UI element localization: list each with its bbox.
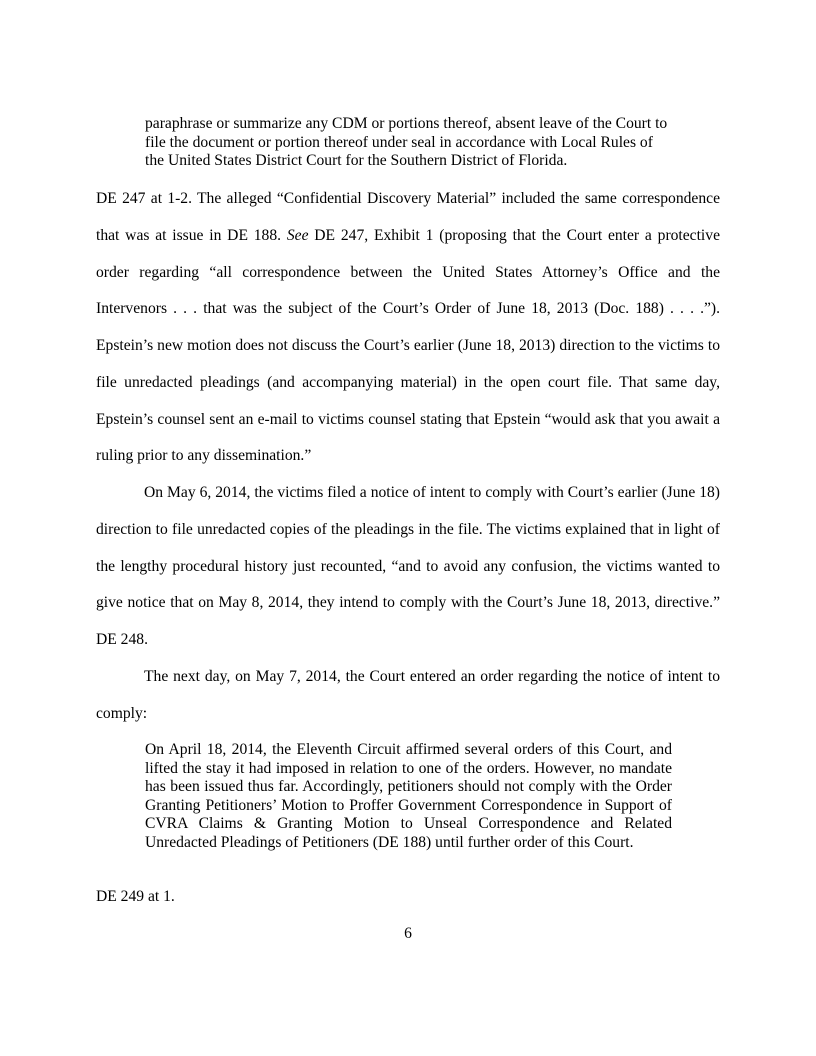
block-quote-court-order: On April 18, 2014, the Eleventh Circuit affirmed several orders of this Court, and lifted the stay it had imposed in relation to one of the orders. However, no mandate has been issued thus far. Accordingly, petitioners should not comply with the Order Granting Petitioners’ Motion to Proffer Government Correspondence in Support of CVRA Claims & Granting Motion to Unseal Correspondence and Related Unredacted Pleadings of Petitioners (DE 188) until further order of this Court. bbox=[145, 741, 672, 851]
paragraph-de-247-part-1: DE 247 at 1-2. The alleged “Confidential Discovery Material” included the same correspondence that was at issue in DE 188. bbox=[96, 190, 720, 244]
see-signal: See bbox=[286, 226, 309, 244]
paragraph-notice-of-intent: On May 6, 2014, the victims filed a notice of intent to comply with Court’s earlier (June 18) direction to file unredacted copies of the pleadings in the file. The victims explained that in light of the lengthy procedural history just recounted, “and to avoid any confusion, the victims wanted to give notice that on May 8, 2014, they intend to comply with the Court’s June 18, 2013, directive.” DE 248. bbox=[96, 484, 720, 648]
block-quote-continuation: paraphrase or summarize any CDM or portions thereof, absent leave of the Court to file the document or portion thereof under seal in accordance with Local Rules of the United States District Court for the Southern District of Florida. bbox=[145, 115, 668, 169]
paragraph-court-order-intro: The next day, on May 7, 2014, the Court entered an order regarding the notice of intent to comply: bbox=[96, 668, 720, 722]
citation: DE 249 at 1. bbox=[96, 888, 175, 905]
paragraph-de-247 bbox=[96, 181, 720, 475]
paragraph-de-247-part-2: DE 247, Exhibit 1 (proposing that the Court enter a protective order regarding “all correspondence between the United States Attorney’s Office and the Intervenors . . . that was the subject of the Court’s Order of June 18, 2013 (Doc. 188) . . . .”). Epstein’s new motion does not discuss the Court’s earlier (June 18, 2013) direction to the victims to file unredacted pleadings (and accompanying material) in the open court file. That same day, Epstein’s counsel sent an e-mail to victims counsel stating that Epstein “would ask that you await a ruling prior to any dissemination.” bbox=[96, 226, 720, 465]
page-number: 6 bbox=[404, 925, 412, 942]
